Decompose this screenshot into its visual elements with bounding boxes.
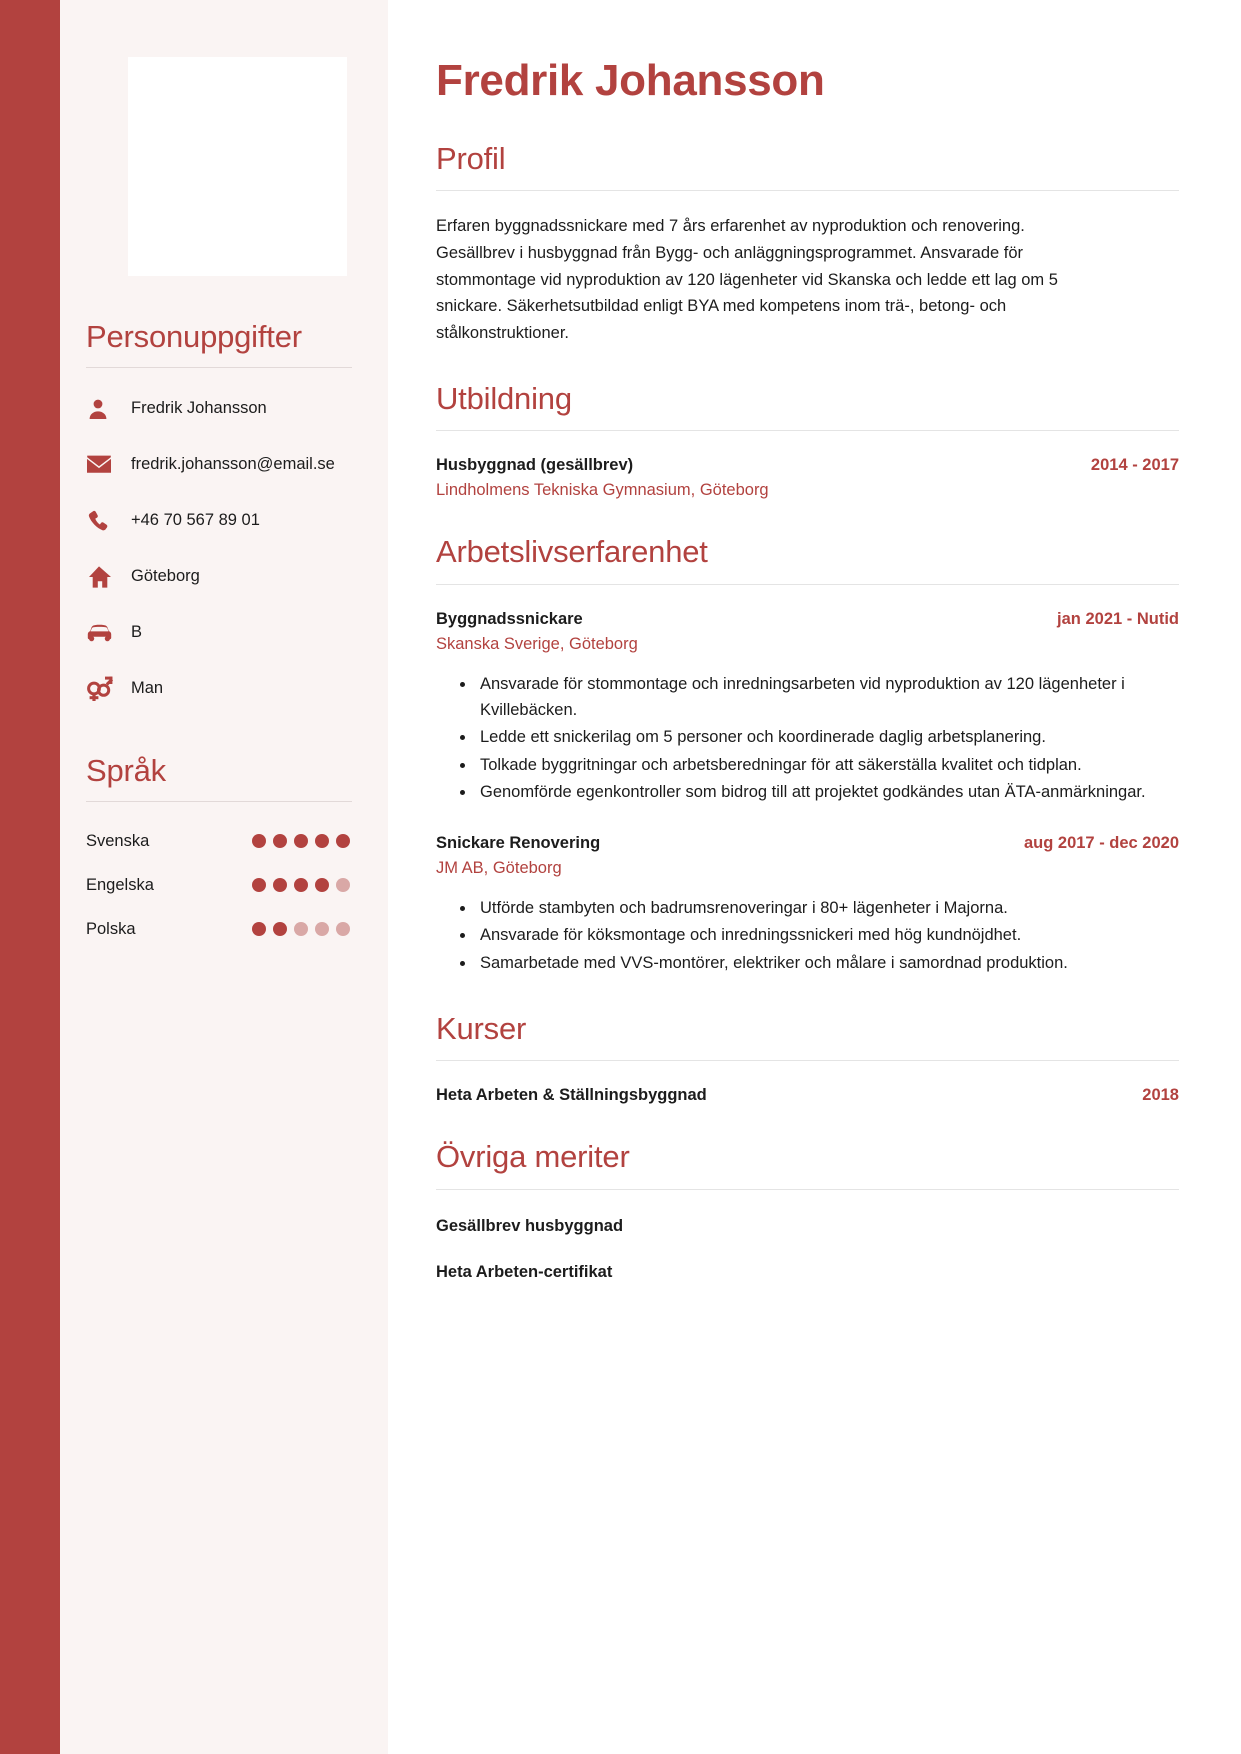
entry bbox=[436, 1086, 1179, 1105]
language-level-dots bbox=[252, 834, 350, 848]
other-merit-list bbox=[436, 1217, 1179, 1282]
level-dot-empty bbox=[336, 878, 350, 892]
entry-title: Byggnadssnickare bbox=[436, 610, 583, 629]
entry-bullet-list bbox=[436, 896, 1179, 977]
car-icon bbox=[86, 620, 116, 646]
entry-date: 2014 - 2017 bbox=[1090, 456, 1179, 475]
level-dot-filled bbox=[294, 834, 308, 848]
section-education bbox=[436, 381, 1179, 501]
entry-date: jan 2021 - Nutid bbox=[1057, 610, 1179, 629]
level-dot-filled bbox=[252, 834, 266, 848]
entry bbox=[436, 610, 1179, 806]
personal-section-header bbox=[74, 320, 352, 354]
level-dot-filled bbox=[315, 834, 329, 848]
section-courses bbox=[436, 1011, 1179, 1106]
entry-bullet: • Ledde ett snickerilag om 5 personer och koordinerade daglig arbetsplanering. bbox=[476, 725, 1179, 751]
level-dot-filled bbox=[273, 878, 287, 892]
language-row bbox=[86, 870, 352, 900]
entry-bullet: • Samarbetade med VVS-montörer, elektriker och målare i samordnad produktion. bbox=[476, 951, 1179, 977]
contact-item-name bbox=[86, 394, 352, 423]
other-merits-divider bbox=[436, 1189, 1179, 1190]
entry-bullet-list bbox=[436, 672, 1179, 806]
section-profile bbox=[436, 141, 1179, 347]
section-experience bbox=[436, 534, 1179, 976]
contact-list bbox=[74, 368, 352, 703]
level-dot-filled bbox=[294, 878, 308, 892]
entry-date: 2018 bbox=[1142, 1086, 1179, 1105]
avatar-container bbox=[74, 0, 352, 276]
profile-divider bbox=[436, 190, 1179, 191]
level-dot-filled bbox=[252, 878, 266, 892]
language-row bbox=[86, 826, 352, 856]
phone-icon bbox=[86, 508, 116, 534]
merit-item: Gesällbrev husbyggnad bbox=[436, 1216, 624, 1235]
profile-heading: Profil bbox=[436, 140, 506, 176]
education-divider bbox=[436, 430, 1179, 431]
experience-divider bbox=[436, 584, 1179, 585]
level-dot-filled bbox=[273, 834, 287, 848]
main-column bbox=[388, 0, 1241, 1754]
entry bbox=[436, 456, 1179, 500]
language-list bbox=[74, 802, 352, 944]
contact-value-city: Göteborg bbox=[131, 566, 200, 585]
contact-item-gender bbox=[86, 674, 352, 703]
language-name: Polska bbox=[86, 919, 136, 938]
entry-bullet: • Ansvarade för köksmontage och inredningssnickeri med hög kundnöjdhet. bbox=[476, 923, 1179, 949]
other-merits-heading: Övriga meriter bbox=[436, 1139, 630, 1175]
language-name: Engelska bbox=[86, 875, 154, 894]
experience-entries bbox=[436, 610, 1179, 977]
level-dot-filled bbox=[273, 922, 287, 936]
level-dot-filled bbox=[315, 878, 329, 892]
envelope-icon bbox=[86, 452, 116, 478]
entry-title: Heta Arbeten & Ställningsbyggnad bbox=[436, 1086, 707, 1105]
contact-value-gender: Man bbox=[131, 678, 164, 697]
merit-item: Heta Arbeten-certifikat bbox=[436, 1262, 613, 1281]
course-entries bbox=[436, 1086, 1179, 1105]
level-dot-filled bbox=[252, 922, 266, 936]
contact-value-phone: +46 70 567 89 01 bbox=[131, 510, 260, 529]
language-level-dots bbox=[252, 878, 350, 892]
entry-bullet: • Tolkade byggritningar och arbetsberedningar för att säkerställa kvalitet och tidplan. bbox=[476, 753, 1179, 779]
entry-bullet: • Utförde stambyten och badrumsrenoveringar i 80+ lägenheter i Majorna. bbox=[476, 896, 1179, 922]
entry-title: Snickare Renovering bbox=[436, 833, 601, 852]
entry-header bbox=[436, 456, 1179, 475]
entry-header bbox=[436, 834, 1179, 853]
level-dot-filled bbox=[336, 834, 350, 848]
courses-heading: Kurser bbox=[436, 1010, 527, 1046]
contact-value-license: B bbox=[131, 622, 143, 641]
contact-item-license bbox=[86, 618, 352, 647]
page-title: Fredrik Johansson bbox=[436, 56, 825, 105]
personal-heading: Personuppgifter bbox=[86, 319, 302, 354]
entry-bullet: • Ansvarade för stommontage och inredningsarbeten vid nyproduktion av 120 lägenheter i Kvillebäcken. bbox=[476, 672, 1179, 723]
level-dot-empty bbox=[336, 922, 350, 936]
language-row bbox=[86, 914, 352, 944]
entry-header bbox=[436, 1086, 1179, 1105]
level-dot-empty bbox=[315, 922, 329, 936]
languages-heading: Språk bbox=[86, 753, 166, 789]
courses-divider bbox=[436, 1060, 1179, 1061]
education-heading: Utbildning bbox=[436, 380, 572, 416]
accent-stripe bbox=[0, 0, 60, 1754]
entry-title: Husbyggnad (gesällbrev) bbox=[436, 456, 634, 475]
language-name: Svenska bbox=[86, 831, 150, 850]
entry bbox=[436, 834, 1179, 977]
entry-date: aug 2017 - dec 2020 bbox=[1023, 833, 1179, 852]
sidebar bbox=[60, 0, 388, 1754]
contact-item-phone[interactable] bbox=[86, 506, 352, 535]
level-dot-empty bbox=[294, 922, 308, 936]
section-other-merits bbox=[436, 1139, 1179, 1282]
person-icon bbox=[86, 396, 116, 422]
gender-icon bbox=[86, 676, 116, 702]
profile-text: Erfaren byggnadssnickare med 7 års erfarenhet av nyproduktion och renovering. Gesällbrev i husbyggnad från Bygg- och anläggningsprogrammet. Ansvarade för stommontage vid nyproduktion av 120 lägenheter vid Skanska och ledde ett lag om 5 snickare. Säkerhetsutbildad enligt BYA med kompetens inom trä-, betong- och stålkonstruktioner. bbox=[436, 217, 1058, 343]
avatar bbox=[128, 57, 347, 276]
contact-item-city bbox=[86, 562, 352, 591]
contact-item-email[interactable] bbox=[86, 450, 352, 479]
entry-organisation: Lindholmens Tekniska Gymnasium, Göteborg bbox=[436, 481, 769, 500]
contact-value-email: fredrik.johansson@email.se bbox=[131, 454, 335, 473]
languages-section-header bbox=[74, 754, 352, 788]
entry-header bbox=[436, 610, 1179, 629]
home-icon bbox=[86, 564, 116, 590]
language-level-dots bbox=[252, 922, 350, 936]
entry-organisation: JM AB, Göteborg bbox=[436, 858, 562, 877]
education-entries bbox=[436, 456, 1179, 500]
entry-bullet: • Genomförde egenkontroller som bidrog till att projektet godkändes utan ÄTA-anmärkningar. bbox=[476, 780, 1179, 806]
entry-organisation: Skanska Sverige, Göteborg bbox=[436, 635, 638, 654]
experience-heading: Arbetslivserfarenhet bbox=[436, 534, 708, 570]
contact-value-name: Fredrik Johansson bbox=[131, 398, 267, 417]
